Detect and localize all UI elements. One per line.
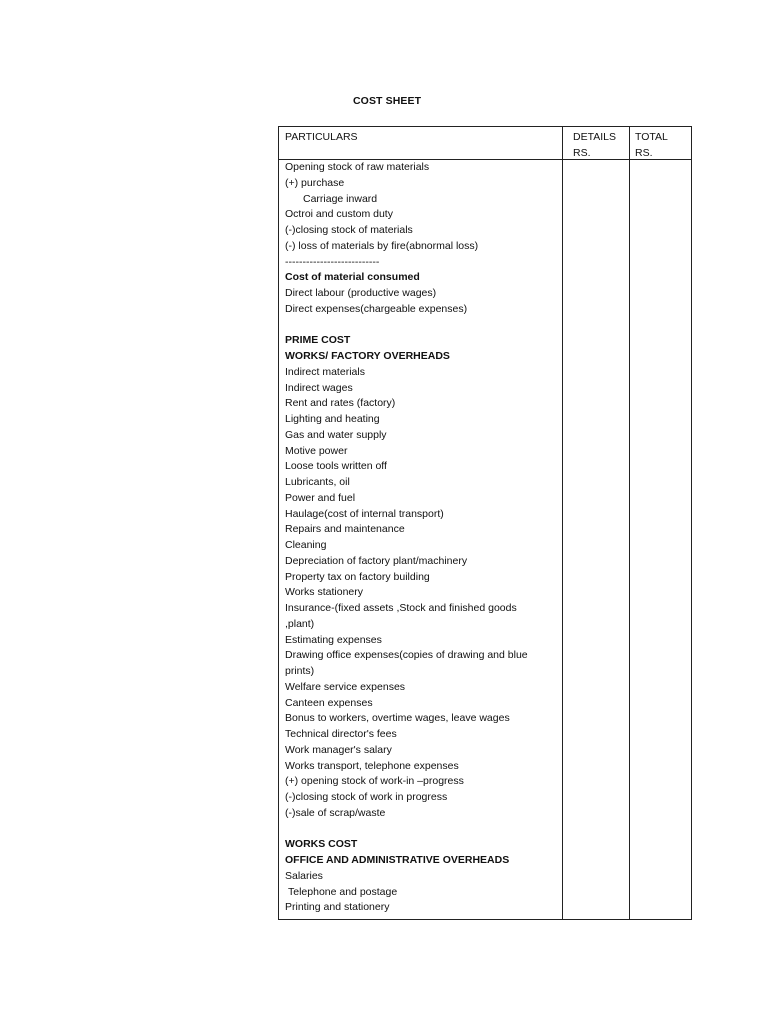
row-item: Works stationery	[285, 586, 363, 599]
row-subtotal: PRIME COST	[285, 334, 351, 347]
row-item: Technical director's fees	[285, 728, 397, 740]
row-item: Cleaning	[285, 539, 327, 551]
row-item: (-)closing stock of work in progress	[285, 791, 448, 803]
row-item: Drawing office expenses(copies of drawing and blue	[285, 649, 528, 662]
row-blank	[285, 318, 560, 334]
row-item: prints)	[285, 665, 315, 677]
row-item: (+) opening stock of work-in –progress	[285, 775, 464, 788]
row-item: Works transport, telephone expenses	[285, 759, 459, 772]
header-particulars-label: PARTICULARS	[285, 131, 358, 143]
row-item: (-)sale of scrap/waste	[285, 806, 386, 819]
row-item: Property tax on factory building	[285, 570, 430, 583]
row-item: Motive power	[285, 444, 348, 457]
row-item: Repairs and maintenance	[285, 523, 405, 536]
row-item: Opening stock of raw materials	[285, 161, 430, 173]
row-section-heading: OFFICE AND ADMINISTRATIVE OVERHEADS	[285, 854, 510, 866]
row-item: Work manager's salary	[285, 743, 392, 756]
row-item: Gas and water supply	[285, 428, 387, 441]
row-item: ,plant)	[285, 617, 315, 630]
header-total	[635, 129, 668, 161]
row-item: Canteen expenses	[285, 696, 373, 709]
row-item: Printing and stationery	[285, 901, 390, 914]
header-particulars	[285, 129, 358, 145]
row-item: (-) loss of materials by fire(abnormal loss)	[285, 239, 479, 252]
column-divider-details	[562, 127, 563, 919]
column-divider-total	[629, 127, 630, 919]
row-item: Telephone and postage	[288, 885, 398, 898]
cost-sheet-table	[278, 126, 692, 920]
row-item: Rent and rates (factory)	[285, 397, 396, 410]
header-total-label: TOTAL	[635, 131, 668, 143]
header-details-unit: RS.	[573, 147, 591, 159]
row-item: Lighting and heating	[285, 413, 380, 425]
row-item: (+) purchase	[285, 176, 345, 189]
row-separator: ---------------------------	[285, 255, 380, 268]
particulars-list	[285, 160, 560, 916]
header-total-unit: RS.	[635, 147, 653, 159]
row-section-heading: WORKS/ FACTORY OVERHEADS	[285, 350, 450, 362]
row-subtotal: WORKS COST	[285, 838, 358, 851]
row-item: Haulage(cost of internal transport)	[285, 507, 444, 520]
row-item: Direct expenses(chargeable expenses)	[285, 302, 468, 315]
row-item: Octroi and custom duty	[285, 208, 393, 221]
row-item: Insurance-(fixed assets ,Stock and finished goods	[285, 602, 517, 614]
row-item: Depreciation of factory plant/machinery	[285, 554, 468, 567]
header-details-label: DETAILS	[573, 131, 616, 143]
page-title: COST SHEET	[353, 95, 422, 107]
row-item: Direct labour (productive wages)	[285, 287, 437, 299]
row-item: Loose tools written off	[285, 460, 387, 473]
row-item: Estimating expenses	[285, 633, 382, 646]
header-details	[568, 129, 616, 161]
row-item: (-)closing stock of materials	[285, 224, 413, 236]
row-blank	[285, 822, 560, 838]
row-item: Welfare service expenses	[285, 680, 406, 693]
row-item: Indirect wages	[285, 381, 353, 394]
row-item: Carriage inward	[303, 192, 378, 205]
row-item: Power and fuel	[285, 491, 356, 504]
row-item: Bonus to workers, overtime wages, leave wages	[285, 712, 510, 725]
row-item: Lubricants, oil	[285, 476, 350, 488]
row-item: Indirect materials	[285, 365, 365, 378]
row-item: Salaries	[285, 869, 323, 882]
row-subtotal: Cost of material consumed	[285, 271, 420, 284]
